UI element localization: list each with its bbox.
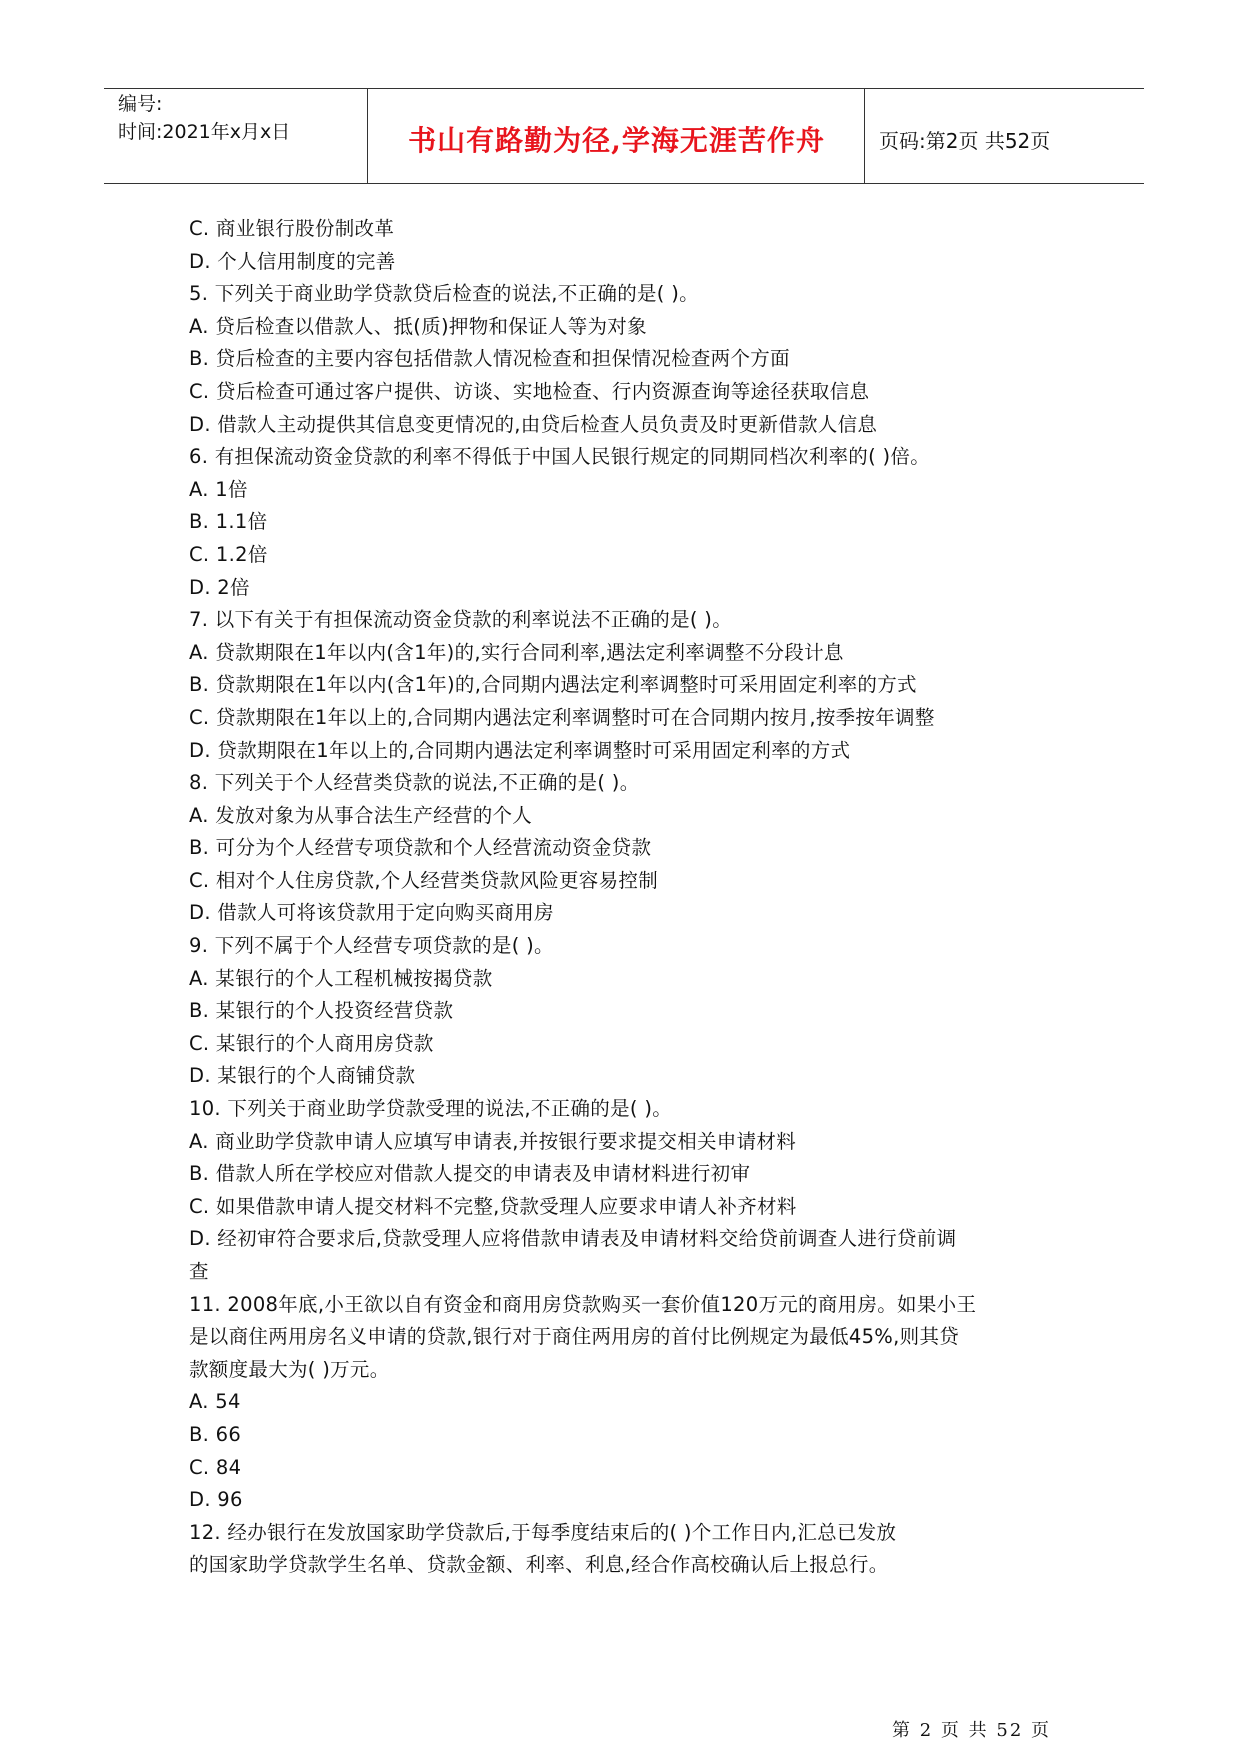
header-info-cell bbox=[104, 89, 368, 183]
text-line: B. 某银行的个人投资经营贷款 bbox=[189, 999, 454, 1023]
text-line: D. 某银行的个人商铺贷款 bbox=[189, 1064, 416, 1088]
text-line: D. 经初审符合要求后,贷款受理人应将借款申请表及申请材料交给贷前调查人进行贷前调 bbox=[189, 1227, 957, 1251]
text-line: A. 商业助学贷款申请人应填写申请表,并按银行要求提交相关申请材料 bbox=[189, 1129, 796, 1153]
text-line: B. 66 bbox=[189, 1422, 242, 1446]
page-info: 页码:第2页 共52页 bbox=[879, 129, 1051, 153]
text-line: C. 某银行的个人商用房贷款 bbox=[189, 1031, 434, 1055]
text-line: 9. 下列不属于个人经营专项贷款的是( )。 bbox=[189, 934, 554, 958]
text-line: 6. 有担保流动资金贷款的利率不得低于中国人民银行规定的同期同档次利率的( )倍。 bbox=[189, 445, 931, 469]
text-line: D. 96 bbox=[189, 1488, 243, 1512]
text-line: B. 贷后检查的主要内容包括借款人情况检查和担保情况检查两个方面 bbox=[189, 347, 790, 371]
text-line: 8. 下列关于个人经营类贷款的说法,不正确的是( )。 bbox=[189, 771, 640, 795]
text-line: D. 借款人可将该贷款用于定向购买商用房 bbox=[189, 901, 554, 925]
text-line: A. 发放对象为从事合法生产经营的个人 bbox=[189, 803, 533, 827]
text-line: 的国家助学贷款学生名单、贷款金额、利率、利息,经合作高校确认后上报总行。 bbox=[189, 1553, 889, 1577]
document-header bbox=[104, 88, 1144, 184]
header-motto-cell bbox=[368, 89, 865, 183]
text-line: A. 54 bbox=[189, 1390, 241, 1414]
text-line: 是以商住两用房名义申请的贷款,银行对于商住两用房的首付比例规定为最低45%,则其贷 bbox=[189, 1325, 960, 1349]
text-line: C. 1.2倍 bbox=[189, 542, 268, 566]
text-line: 12. 经办银行在发放国家助学贷款后,于每季度结束后的( )个工作日内,汇总已发放 bbox=[189, 1520, 897, 1544]
text-line: B. 贷款期限在1年以内(含1年)的,合同期内遇法定利率调整时可采用固定利率的方式 bbox=[189, 673, 917, 697]
text-line: D. 个人信用制度的完善 bbox=[189, 249, 396, 273]
header-page-cell bbox=[865, 89, 1144, 183]
text-line: B. 可分为个人经营专项贷款和个人经营流动资金贷款 bbox=[189, 836, 652, 860]
text-line: 查 bbox=[189, 1260, 209, 1283]
text-line: A. 贷款期限在1年以内(含1年)的,实行合同利率,遇法定利率调整不分段计息 bbox=[189, 640, 844, 664]
text-line: C. 商业银行股份制改革 bbox=[189, 217, 395, 240]
text-line: C. 如果借款申请人提交材料不完整,贷款受理人应要求申请人补齐材料 bbox=[189, 1194, 797, 1218]
text-line: A. 某银行的个人工程机械按揭贷款 bbox=[189, 966, 493, 990]
text-line: D. 2倍 bbox=[189, 575, 250, 599]
text-line: B. 借款人所在学校应对借款人提交的申请表及申请材料进行初审 bbox=[189, 1162, 751, 1186]
motto: 书山有路勤为径,学海无涯苦作舟 bbox=[408, 124, 825, 157]
text-line: B. 1.1倍 bbox=[189, 510, 268, 534]
text-line: C. 贷后检查可通过客户提供、访谈、实地检查、行内资源查询等途径获取信息 bbox=[189, 379, 870, 403]
text-line: C. 贷款期限在1年以上的,合同期内遇法定利率调整时可在合同期内按月,按季按年调整 bbox=[189, 705, 935, 729]
text-line: A. 1倍 bbox=[189, 477, 248, 501]
question-list bbox=[189, 213, 1069, 1582]
text-line: 11. 2008年底,小王欲以自有资金和商用房贷款购买一套价值120万元的商用房。如果小王 bbox=[189, 1292, 977, 1316]
text-line: C. 84 bbox=[189, 1455, 242, 1479]
text-line: 10. 下列关于商业助学贷款受理的说法,不正确的是( )。 bbox=[189, 1097, 673, 1121]
text-line: C. 相对个人住房贷款,个人经营类贷款风险更容易控制 bbox=[189, 868, 659, 892]
text-line: 款额度最大为( )万元。 bbox=[189, 1357, 390, 1381]
text-line: D. 借款人主动提供其信息变更情况的,由贷后检查人员负责及时更新借款人信息 bbox=[189, 412, 878, 436]
time-label: 时间:2021年x月x日 bbox=[118, 121, 291, 143]
text-line: 5. 下列关于商业助学贷款贷后检查的说法,不正确的是( )。 bbox=[189, 282, 699, 306]
text-line: D. 贷款期限在1年以上的,合同期内遇法定利率调整时可采用固定利率的方式 bbox=[189, 738, 851, 762]
text-line: 7. 以下有关于有担保流动资金贷款的利率说法不正确的是( )。 bbox=[189, 608, 733, 632]
number-label: 编号: bbox=[118, 93, 163, 115]
page-footer: 第 2 页 共 52 页 bbox=[892, 1720, 1051, 1741]
text-line: A. 贷后检查以借款人、抵(质)押物和保证人等为对象 bbox=[189, 314, 647, 338]
